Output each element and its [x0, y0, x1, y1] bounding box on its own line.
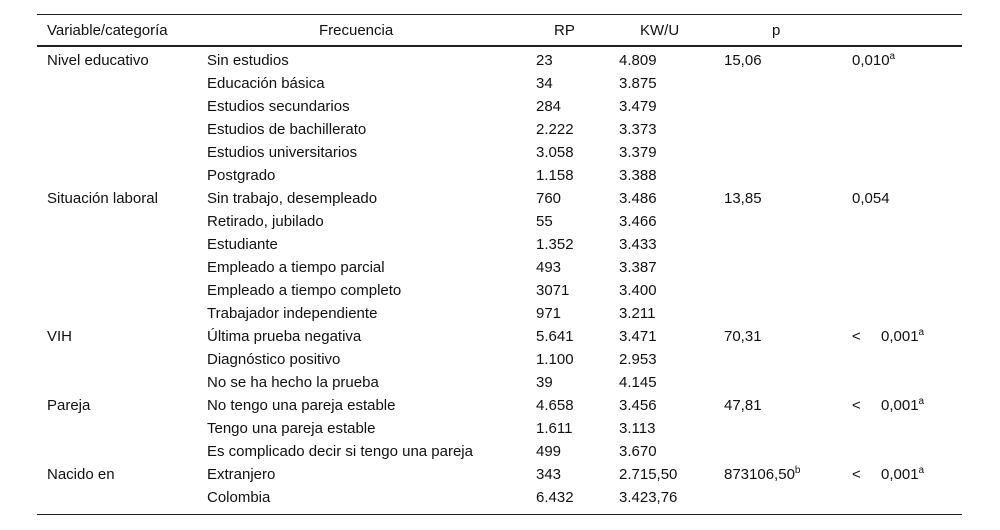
row-kw: 3.670 [619, 443, 657, 460]
row-category: Diagnóstico positivo [207, 351, 341, 368]
row-statistic: 13,85 [724, 190, 762, 207]
row-variable: Nivel educativo [47, 52, 149, 69]
row-rp: 3.058 [536, 144, 574, 161]
row-rp: 493 [536, 259, 562, 276]
row-statistic: 873106,50$^b$ [724, 465, 801, 483]
row-kw: 4.145 [619, 374, 657, 391]
table-header-rule [37, 45, 962, 47]
row-kw: 4.809 [619, 52, 657, 69]
row-kw: 3.456 [619, 397, 657, 414]
p-footnote-mark: a [918, 465, 925, 476]
row-category: Colombia [207, 489, 271, 506]
row-category: Postgrado [207, 167, 276, 184]
row-rp: 3071 [536, 282, 570, 299]
row-category: Empleado a tiempo parcial [207, 259, 385, 276]
row-kw: 3.211 [619, 305, 656, 322]
p-footnote-mark: a [918, 396, 925, 407]
row-kw: 3.433 [619, 236, 657, 253]
row-category: Empleado a tiempo completo [207, 282, 402, 299]
row-rp: 760 [536, 190, 562, 207]
row-variable: Pareja [47, 397, 91, 414]
row-category: Tengo una pareja estable [207, 420, 376, 437]
row-kw: 3.471 [619, 328, 657, 345]
row-category: Trabajador independiente [207, 305, 378, 322]
row-rp: 1.100 [536, 351, 574, 368]
p-footnote-mark: a [889, 51, 896, 62]
row-category: Estudios universitarios [207, 144, 358, 161]
row-kw: 3.875 [619, 75, 657, 92]
row-rp: 971 [536, 305, 562, 322]
row-category: Estudios de bachillerato [207, 121, 367, 138]
row-category: Estudiante [207, 236, 278, 253]
p-footnote-mark: a [918, 327, 925, 338]
row-statistic: 70,31 [724, 328, 762, 345]
row-rp: 284 [536, 98, 562, 115]
row-rp: 2.222 [536, 121, 574, 138]
row-kw: 2.715,50 [619, 466, 678, 483]
row-kw: 3.113 [619, 420, 656, 437]
statistic-footnote-mark: b [794, 465, 801, 476]
row-rp: 4.658 [536, 397, 574, 414]
row-category: Educación básica [207, 75, 325, 92]
row-category: Estudios secundarios [207, 98, 350, 115]
row-category: Es complicado decir si tengo una pareja [207, 443, 473, 460]
row-p-less-than: < [852, 466, 861, 483]
row-statistic: 47,81 [724, 397, 762, 414]
row-variable: Situación laboral [47, 190, 158, 207]
header-kw: KW/U [640, 22, 680, 39]
row-category: No tengo una pareja estable [207, 397, 396, 414]
row-kw: 3.387 [619, 259, 657, 276]
row-rp: 39 [536, 374, 553, 391]
row-p-value: 0,001$^a$ [881, 396, 925, 414]
row-kw: 3.400 [619, 282, 657, 299]
row-kw: 3.373 [619, 121, 657, 138]
row-kw: 3.479 [619, 98, 657, 115]
table-top-rule [37, 14, 962, 15]
row-category: Extranjero [207, 466, 276, 483]
row-kw: 3.466 [619, 213, 657, 230]
row-category: Última prueba negativa [207, 328, 362, 345]
row-statistic: 15,06 [724, 52, 762, 69]
row-rp: 1.611 [536, 420, 573, 437]
row-p-value: 0,001$^a$ [881, 465, 925, 483]
row-kw: 3.379 [619, 144, 657, 161]
row-p-less-than: < [852, 397, 861, 414]
row-category: Sin trabajo, desempleado [207, 190, 378, 207]
header-variable: Variable/categoría [47, 22, 168, 39]
row-kw: 3.486 [619, 190, 657, 207]
row-category: Retirado, jubilado [207, 213, 324, 230]
row-kw: 3.423,76 [619, 489, 678, 506]
row-rp: 6.432 [536, 489, 574, 506]
row-kw: 3.388 [619, 167, 657, 184]
header-p: p [772, 22, 781, 39]
row-p-value: 0,054 [852, 190, 890, 207]
row-p-value: 0,001$^a$ [881, 327, 925, 345]
row-variable: Nacido en [47, 466, 115, 483]
row-rp: 34 [536, 75, 553, 92]
row-p-less-than: < [852, 328, 861, 345]
row-rp: 499 [536, 443, 562, 460]
row-category: No se ha hecho la prueba [207, 374, 379, 391]
row-p-value: 0,010$^a$ [852, 51, 896, 69]
table-bottom-rule [37, 514, 962, 515]
row-variable: VIH [47, 328, 73, 345]
row-rp: 55 [536, 213, 553, 230]
row-rp: 23 [536, 52, 553, 69]
row-rp: 343 [536, 466, 562, 483]
row-rp: 1.352 [536, 236, 574, 253]
row-rp: 5.641 [536, 328, 574, 345]
row-category: Sin estudios [207, 52, 289, 69]
row-rp: 1.158 [536, 167, 574, 184]
header-frecuencia: Frecuencia [319, 22, 394, 39]
row-kw: 2.953 [619, 351, 657, 368]
header-rp: RP [554, 22, 575, 39]
